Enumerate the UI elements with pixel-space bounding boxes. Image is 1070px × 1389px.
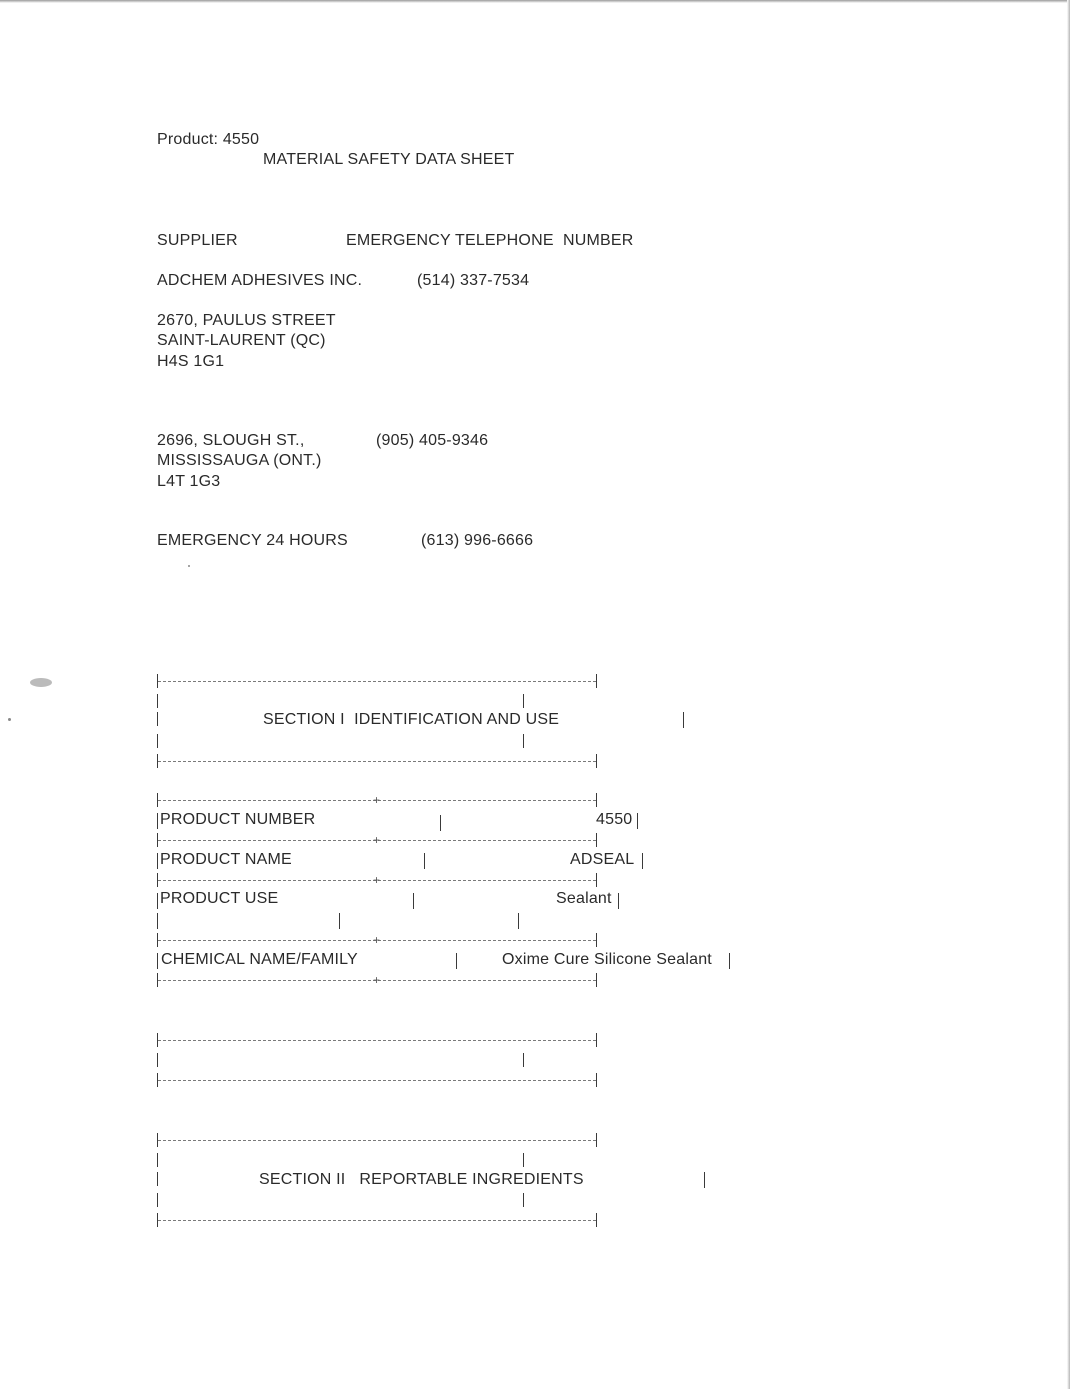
address1-line1: 2670, PAULUS STREET bbox=[157, 312, 336, 329]
company-name: ADCHEM ADHESIVES INC. bbox=[157, 272, 363, 289]
document-title: MATERIAL SAFETY DATA SHEET bbox=[263, 151, 515, 168]
row-value: Oxime Cure Silicone Sealant bbox=[502, 951, 712, 968]
row-value: 4550 bbox=[596, 811, 633, 828]
row-label: PRODUCT NAME bbox=[160, 851, 292, 868]
address2-line3: L4T 1G3 bbox=[157, 473, 221, 490]
row-value: Sealant bbox=[556, 890, 612, 907]
scan-speck bbox=[8, 718, 11, 721]
scan-speck bbox=[188, 565, 190, 567]
row-value: ADSEAL bbox=[570, 851, 635, 868]
row-label: PRODUCT NUMBER bbox=[160, 811, 316, 828]
row-label: CHEMICAL NAME/FAMILY bbox=[161, 951, 358, 968]
emergency-24-label: EMERGENCY 24 HOURS bbox=[157, 532, 348, 549]
company-phone: (514) 337-7534 bbox=[417, 272, 530, 289]
address2-line2: MISSISSAUGA (ONT.) bbox=[157, 452, 322, 469]
emergency-24-phone: (613) 996-6666 bbox=[421, 532, 534, 549]
address2-line1: 2696, SLOUGH ST., bbox=[157, 432, 305, 449]
row-label: PRODUCT USE bbox=[160, 890, 279, 907]
scan-speck bbox=[30, 678, 52, 687]
section2-title: SECTION II REPORTABLE INGREDIENTS bbox=[259, 1171, 584, 1188]
supplier-label: SUPPLIER bbox=[157, 232, 238, 249]
address1-line2: SAINT-LAURENT (QC) bbox=[157, 332, 326, 349]
address2-phone: (905) 405-9346 bbox=[376, 432, 489, 449]
emergency-phone-label: EMERGENCY TELEPHONE NUMBER bbox=[346, 232, 634, 249]
address1-line3: H4S 1G1 bbox=[157, 353, 225, 370]
product-code: Product: 4550 bbox=[157, 131, 260, 148]
scan-edge-top bbox=[0, 0, 1070, 3]
section1-title: SECTION I IDENTIFICATION AND USE bbox=[263, 711, 560, 728]
